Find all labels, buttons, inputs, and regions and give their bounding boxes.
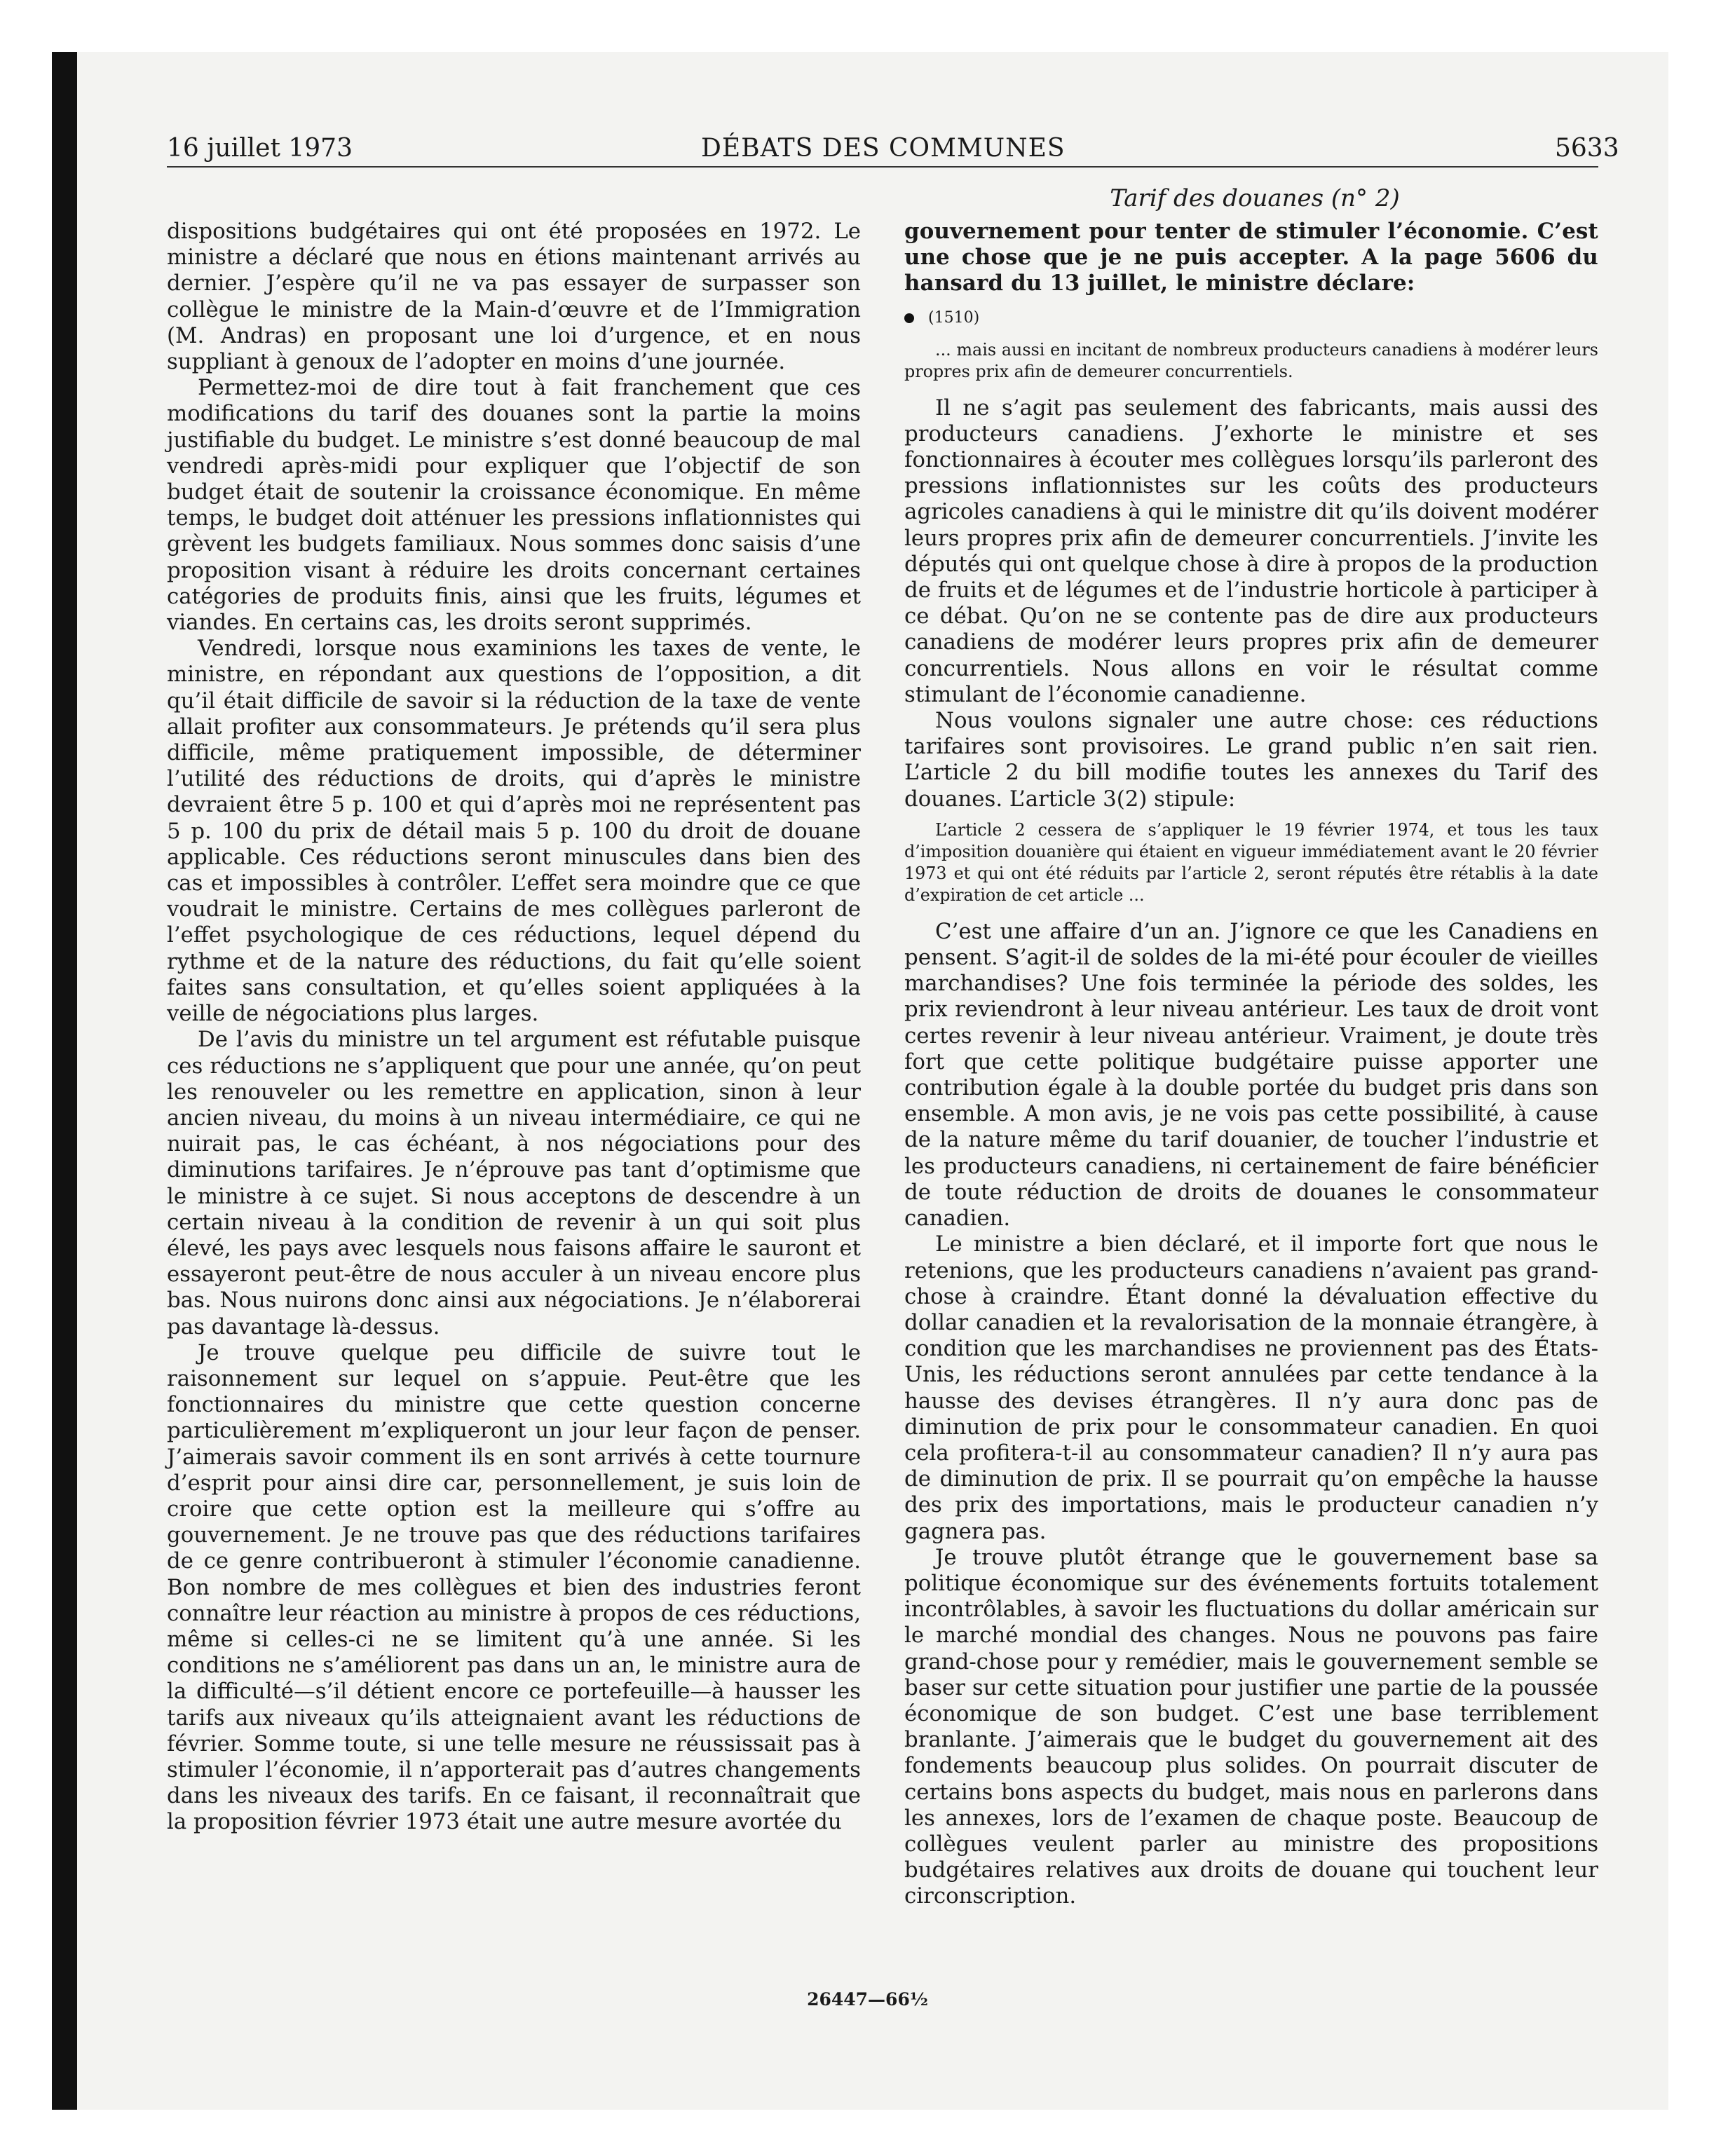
- paragraph: Le ministre a bien déclaré, et il importe fort que nous le retenions, que les producteurs canadiens n’avaient pas grand-chose à craindre. Étant donné la dévaluation effective du dollar canadien et la revalorisation de la monnaie étrangère, à condition que les marchandises ne proviennent pas des États-Unis, les réductions seront annulées par cette tendance à la hausse des devises étrangères. Il n’y aura donc pas de diminution de prix pour le consommateur canadien. En quoi cela profitera-t-il au consommateur canadien? Il n’y aura pas de diminution de prix. Il se pourrait qu’on empêche la hausse des prix des importations, mais le producteur canadien n’y gagnera pas.: [904, 1231, 1598, 1544]
- header-rule: [167, 166, 1598, 168]
- running-head: Tarif des douanes (n° 2): [1110, 184, 1400, 212]
- paragraph: Je trouve quelque peu difficile de suivre tout le raisonnement sur lequel on s’appuie. Peut-être que les fonctionnaires du ministre que cette question concerne particulièrement m’expliqueront un jour leur façon de penser. J’aimerais savoir comment ils en sont arrivés à cette tournure d’esprit pour ainsi dire car, personnellement, je suis loin de croire que cette option est la meilleure qui s’offre au gouvernement. Je ne trouve pas que des réductions tarifaires de ce genre contribueront à stimuler l’économie canadienne. Bon nombre de mes collègues et bien des industries feront connaître leur réaction au ministre à propos de ces réductions, même si celles-ci ne se limitent qu’à une année. Si les conditions ne s’améliorent pas dans un an, le ministre aura de la difficulté—s’il détient encore ce portefeuille—à hausser les tarifs aux niveaux qu’ils atteignaient avant les réductions de février. Somme toute, si une telle mesure ne réussissait pas à stimuler l’économie, il n’apporterait pas d’autres changements dans les niveaux des tarifs. En ce faisant, il reconnaîtrait que la proposition février 1973 était une autre mesure avortée du: [167, 1339, 861, 1835]
- paragraph: C’est une affaire d’un an. J’ignore ce que les Canadiens en pensent. S’agit-il de soldes de la mi-été pour écouler de vieilles marchandises? Une fois terminée la période des soldes, les prix reviendront à leur niveau antérieur. Les taux de droit vont certes revenir à leur niveau antérieur. Vraiment, je doute très fort que cette politique budgétaire puisse apporter une contribution égale à la double portée du budget pris dans son ensemble. A mon avis, je ne vois pas cette possibilité, à cause de la nature même du tarif douanier, de toucher l’industrie et les producteurs canadiens, ni certainement de faire bénéficier de toute réduction de droits de douanes le consommateur canadien.: [904, 918, 1598, 1231]
- page-date: 16 juillet 1973: [167, 134, 353, 163]
- paragraph: Nous voulons signaler une autre chose: ces réductions tarifaires sont provisoires. Le grand public n’en sait rien. L’article 2 du bill modifie toutes les annexes du Tarif des douanes. L’article 3(2) stipule:: [904, 708, 1598, 812]
- right-column: [904, 219, 1598, 1910]
- quote-text: ... mais aussi en incitant de nombreux producteurs canadiens à modérer leurs propres prix afin de demeurer concurrentiels.: [904, 339, 1598, 381]
- time-marker-text: (1510): [928, 308, 980, 327]
- quote-text: L’article 2 cessera de s’appliquer le 19 février 1974, et tous les taux d’imposition douanière qui étaient en vigueur immédiatement avant le 20 février 1973 et qui ont été réduits par l’article 2, seront réputés être rétablis à la date d’expiration de cet article ...: [904, 819, 1598, 905]
- paragraph: Je trouve plutôt étrange que le gouvernement base sa politique économique sur des événements fortuits totalement incontrôlables, à savoir les fluctuations du dollar américain sur le marché mondial des changes. Nous ne pouvons pas faire grand-chose pour y remédier, mais le gouvernement semble se baser sur cette situation pour justifier une partie de la poussée économique de son budget. C’est une base terriblement branlante. J’aimerais que le budget du gouvernement ait des fondements beaucoup plus solides. On pourrait discuter de certains bons aspects du budget, mais nous en parlerons dans les annexes, lors de l’examen de chaque poste. Beaucoup de collègues veulent parler au ministre des propositions budgétaires relatives aux droits de douane qui touchent leur circonscription.: [904, 1544, 1598, 1909]
- left-column: [167, 219, 861, 1836]
- time-marker: [904, 304, 1598, 332]
- print-code: 26447—66½: [807, 1989, 928, 2010]
- page-number: 5633: [1555, 134, 1619, 163]
- paragraph: Vendredi, lorsque nous examinions les taxes de vente, le ministre, en répondant aux questions de l’opposition, a dit qu’il était difficile de savoir si la réduction de la taxe de vente allait profiter aux consommateurs. Je prétends qu’il sera plus difficile, même pratiquement impossible, de déterminer l’utilité des réductions de droits, qui d’après le ministre devraient être 5 p. 100 et qui d’après moi ne représentent pas 5 p. 100 du prix de détail mais 5 p. 100 du droit de douane applicable. Ces réductions seront minuscules dans bien des cas et impossibles à contrôler. L’effet sera moindre que ce que voudrait le ministre. Certains de mes collègues parleront de l’effet psychologique de ces réductions, lequel dépend du rythme et de la nature des réductions, du fait qu’elle soient faites sans consultation, et qu’elles soient appliquées à la veille de négociations plus larges.: [167, 636, 861, 1027]
- paragraph: De l’avis du ministre un tel argument est réfutable puisque ces réductions ne s’appliquent que pour une année, qu’on peut les renouveler ou les remettre en application, sinon à leur ancien niveau, du moins à un niveau intermédiaire, ce qui ne nuirait pas, le cas échéant, à nos négociations pour des diminutions tarifaires. Je n’éprouve pas tant d’optimisme que le ministre à ce sujet. Si nous acceptons de descendre à un certain niveau à la condition de revenir à un qui soit plus élevé, les pays avec lesquels nous faisons affaire le sauront et essayeront peut-être de nous acculer à un niveau encore plus bas. Nous nuirons donc ainsi aux négociations. Je n’élaborerai pas davantage là-dessus.: [167, 1027, 861, 1339]
- paragraph: Il ne s’agit pas seulement des fabricants, mais aussi des producteurs canadiens. J’exhorte le ministre et ses fonctionnaires à écouter mes collègues lorsqu’ils parleront des pressions inflationnistes sur les coûts des producteurs agricoles canadiens à qui le ministre dit qu’ils doivent modérer leurs propres prix afin de demeurer concurrentiels. J’invite les députés qui ont quelque chose à dire à propos de la production de fruits et de légumes et de l’industrie horticole à participer à ce débat. Qu’on ne se contente pas de dire aux producteurs canadiens de modérer leurs propres prix afin de demeurer concurrentiels. Nous allons en voir le résultat comme stimulant de l’économie canadienne.: [904, 395, 1598, 707]
- bullet-icon: [904, 313, 914, 323]
- block-quote: [904, 819, 1598, 906]
- block-quote: [904, 339, 1598, 383]
- paragraph: dispositions budgétaires qui ont été proposées en 1972. Le ministre a déclaré que nous en étions maintenant arrivés au dernier. J’espère qu’il ne va pas essayer de surpasser son collègue le ministre de la Main-d’œuvre et de l’Immigration (M. Andras) en proposant une loi d’urgence, et en nous suppliant à genoux de l’adopter en moins d’une journée.: [167, 219, 861, 375]
- paragraph: gouvernement pour tenter de stimuler l’économie. C’est une chose que je ne puis accepter. A la page 5606 du hansard du 13 juillet, le ministre déclare:: [904, 219, 1598, 296]
- publication-title: DÉBATS DES COMMUNES: [701, 134, 1066, 163]
- paragraph: Permettez-moi de dire tout à fait franchement que ces modifications du tarif des douanes sont la partie la moins justifiable du budget. Le ministre s’est donné beaucoup de mal vendredi après-midi pour expliquer que l’objectif de son budget était de soutenir la croissance économique. En même temps, le budget doit atténuer les pressions inflationnistes qui grèvent les budgets familiaux. Nous sommes donc saisis d’une proposition visant à réduire les droits concernant certaines catégories de produits finis, ainsi que les fruits, légumes et viandes. En certains cas, les droits seront supprimés.: [167, 375, 861, 636]
